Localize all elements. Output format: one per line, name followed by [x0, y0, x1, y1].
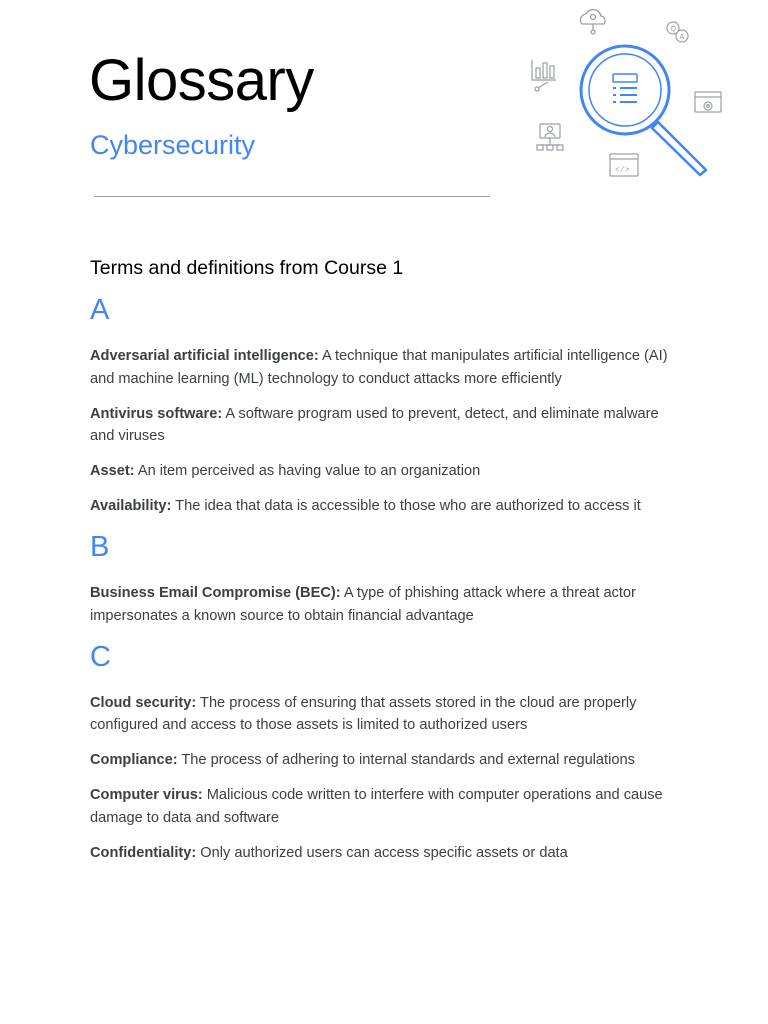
svg-text:Q: Q — [670, 26, 676, 33]
term-definition: The idea that data is accessible to those who are authorized to access it — [171, 498, 641, 514]
glossary-entry — [90, 495, 680, 518]
term-name: Compliance: — [90, 752, 178, 768]
settings-window-icon — [695, 92, 721, 112]
glossary-entry — [90, 692, 680, 737]
glossary-entry — [90, 784, 680, 829]
glossary-entry — [90, 842, 680, 865]
term-name: Adversarial artificial intelligence: — [90, 348, 319, 364]
page-subtitle: Cybersecurity — [90, 130, 256, 160]
glossary-entry — [90, 749, 680, 772]
term-definition: The process of ensuring that assets stored in the cloud are properly configured and access to those assets is limited to authorized users — [90, 694, 637, 733]
svg-text:A: A — [679, 34, 685, 41]
term-definition: A type of phishing attack where a threat actor impersonates a known source to obtain financial advantage — [90, 585, 636, 624]
letter-heading: B — [90, 531, 110, 563]
term-name: Business Email Compromise (BEC): — [90, 585, 341, 601]
glossary-entry — [90, 582, 680, 627]
letter-heading: C — [90, 640, 111, 673]
term-name: Cloud security: — [90, 694, 197, 711]
term-definition: Malicious code written to interfere with computer operations and cause damage to data and software — [90, 787, 663, 826]
glossary-content — [90, 293, 680, 877]
code-window-icon — [610, 154, 638, 176]
qa-chat-icon — [667, 22, 688, 42]
term-definition: The process of adhering to internal standards and external regulations — [177, 752, 635, 768]
glossary-group-a — [90, 293, 680, 518]
term-definition: A software program used to prevent, detect, and eliminate malware and viruses — [90, 405, 659, 444]
glossary-entry — [90, 403, 680, 448]
header-illustration — [520, 0, 750, 190]
magnifier-icon — [581, 46, 706, 175]
glossary-group-c — [90, 640, 680, 865]
chart-icon — [532, 60, 556, 91]
header-divider — [94, 196, 490, 197]
term-name: Computer virus: — [90, 787, 203, 803]
page-title: Glossary — [89, 48, 314, 113]
org-chart-icon — [537, 124, 563, 150]
glossary-entry — [90, 345, 680, 390]
term-name: Confidentiality: — [90, 844, 197, 861]
svg-text:</>: </> — [615, 166, 630, 175]
term-name: Availability: — [90, 498, 172, 514]
glossary-entry — [90, 460, 680, 483]
term-name: Antivirus software: — [90, 405, 223, 422]
term-definition: Only authorized users can access specific assets or data — [196, 844, 568, 861]
cloud-user-icon — [580, 10, 605, 34]
glossary-group-b — [90, 530, 680, 627]
term-name: Asset: — [90, 463, 135, 479]
term-definition: An item perceived as having value to an organization — [134, 463, 481, 479]
section-heading: Terms and definitions from Course 1 — [90, 257, 404, 279]
term-definition: A technique that manipulates artificial intelligence (AI) and machine learning (ML) technology to conduct attacks more efficiently — [90, 348, 668, 387]
letter-heading: A — [90, 294, 110, 326]
